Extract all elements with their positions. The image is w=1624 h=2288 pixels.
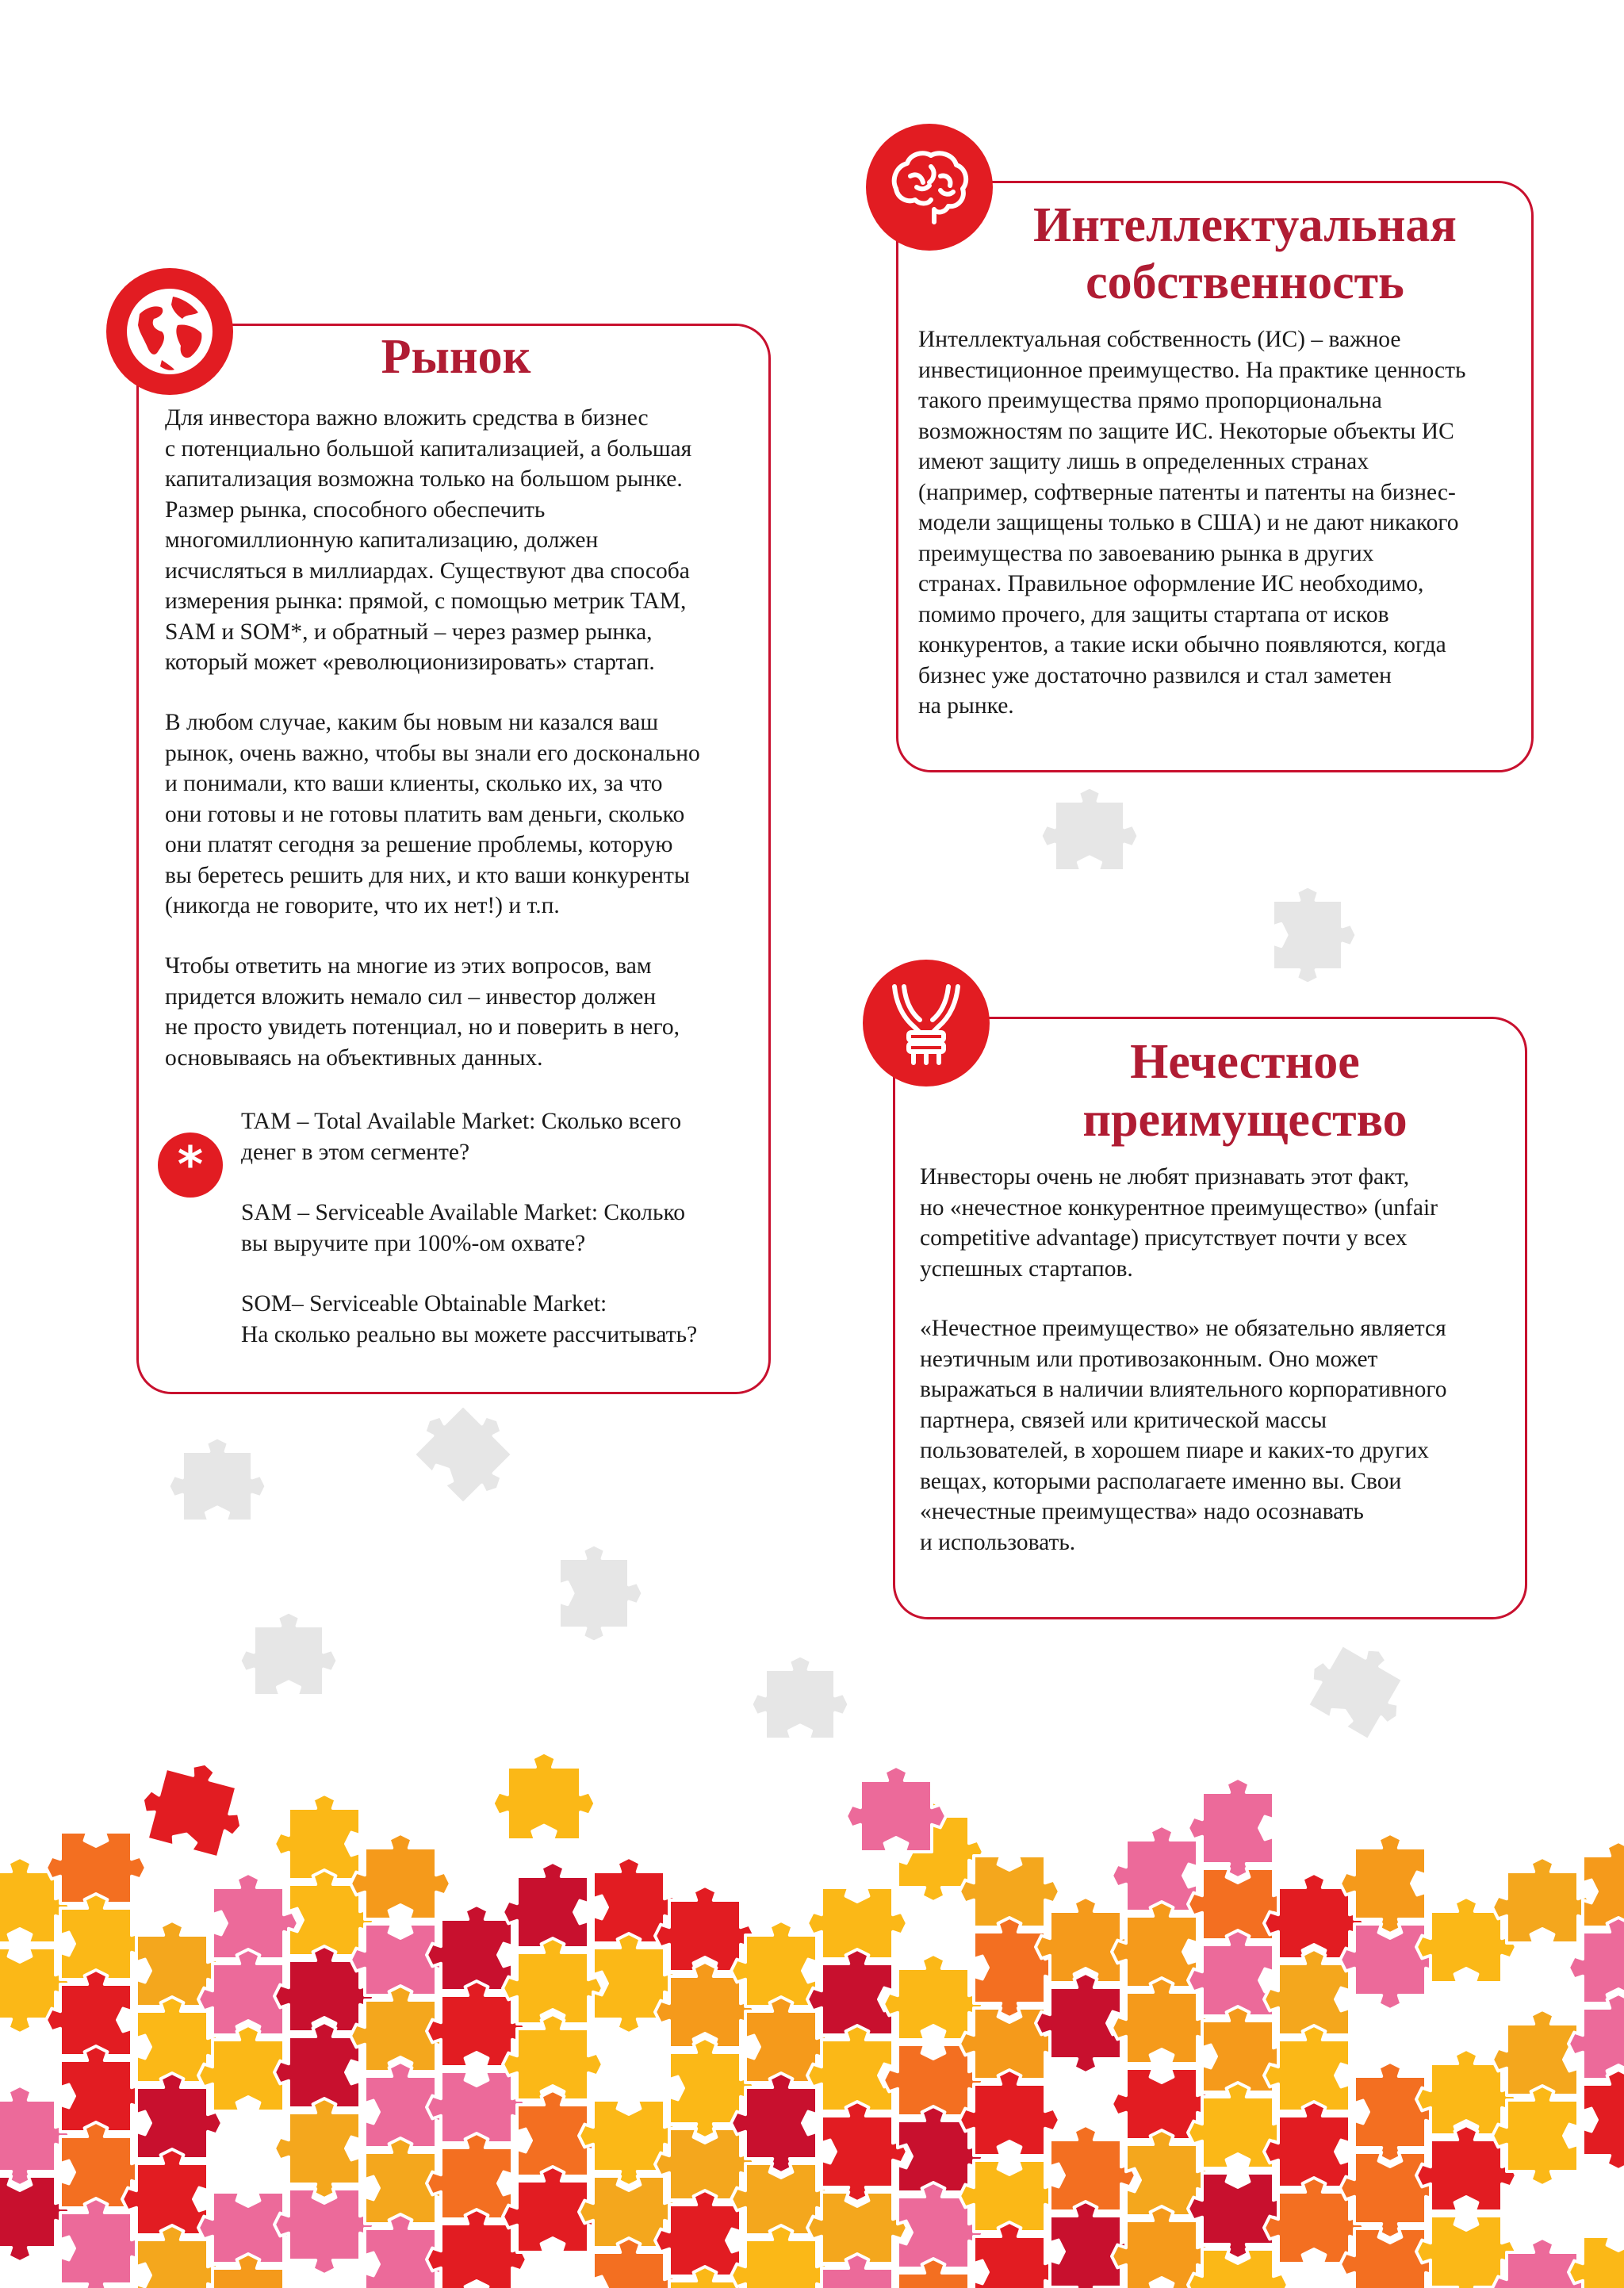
unfair-paragraph-1: Инвесторы очень не любят признавать этот факт, но «нечестное конкурентное преимущество» (unfair competitive advantage) присутствует почти у всех успешных стартапов. <box>920 1164 1438 1282</box>
market-title: Рынок <box>381 330 531 384</box>
ghost-puzzle-piece <box>1296 1626 1422 1747</box>
note-tam: TAM – Total Available Market: Сколько всего денег в этом сегменте? <box>241 1109 682 1165</box>
puzzle-piece <box>1568 2236 1624 2288</box>
ghost-puzzle-piece <box>559 1544 643 1642</box>
ghost-puzzle-piece <box>1273 886 1357 983</box>
ip-title-line-2: собственность <box>1086 255 1404 309</box>
puzzle-piece <box>60 2198 146 2288</box>
note-sam: SAM – Serviceable Available Market: Сколько вы выручите при 100%-ом охвате? <box>241 1200 686 1256</box>
puzzle-piece <box>1568 1994 1624 2079</box>
puzzle-piece <box>822 2102 907 2202</box>
puzzle-piece <box>1188 1778 1274 1878</box>
ghost-puzzle-piece <box>751 1655 848 1739</box>
puzzle-piece <box>274 2189 374 2275</box>
puzzle-piece <box>350 1834 450 1919</box>
unfair-title-line-2: преимущество <box>1082 1093 1408 1147</box>
market-icon-badge <box>106 268 233 395</box>
unfair-title-line-1: Нечестное <box>1130 1035 1360 1089</box>
market-paragraph-3: Чтобы ответить на многие из этих вопросов, вам придется вложить немало сил – инвестор должен не просто увидеть потенциал, но и поверить в него, основываясь на объективных данных. <box>165 953 680 1071</box>
note-som: SOM– Serviceable Obtainable Market: На сколько реально вы можете рассчитывать? <box>241 1291 698 1347</box>
market-paragraph-2: В любом случае, каким бы новым ни казался ваш рынок, очень важно, чтобы вы знали его досконально и понимали, кто ваши клиенты, сколько их, за что они готовы и не готовы платить вам деньги, сколько они платят сегодня за решение проблемы, которую вы беретесь решить для них, и кто ваши конкуренты (никогда не говорите, что их нет!) и т.п. <box>165 710 700 918</box>
puzzle-piece <box>883 1954 983 2040</box>
puzzle-piece <box>959 2070 1059 2156</box>
puzzle-piece <box>1492 2086 1578 2186</box>
puzzle-piece <box>974 1918 1059 2018</box>
unfair-paragraph-2: «Нечестное преимущество» не обязательно является неэтичным или противозаконным. Оно может выражаться в наличии влиятельного корпоративного партнера, связей или критической массы пользователей, в хорошем пиаре и каких-то других вещах, которыми располагаете именно вы. Свои «нечестные преимущества» надо осознавать и использовать. <box>920 1316 1447 1555</box>
puzzle-piece <box>274 2098 360 2198</box>
puzzle-piece <box>1492 1857 1592 1943</box>
puzzle-piece <box>493 1753 596 1840</box>
puzzle-piece <box>133 1750 255 1861</box>
puzzle-piece <box>1036 1973 1121 2073</box>
ip-icon-badge <box>866 124 993 251</box>
puzzle-piece <box>503 2014 603 2100</box>
footnote-asterisk-icon: * <box>158 1133 223 1198</box>
puzzle-piece <box>1354 2062 1440 2162</box>
ghost-puzzle-piece <box>168 1437 266 1521</box>
puzzle-piece <box>731 2073 817 2173</box>
brain-icon <box>882 140 977 235</box>
unfair-icon-badge <box>863 960 990 1087</box>
ghost-puzzle-piece <box>239 1612 337 1696</box>
puzzle-piece <box>503 1938 603 2024</box>
ip-title-line-1: Интеллектуальная <box>1033 198 1457 252</box>
puzzle-piece <box>1583 2070 1624 2170</box>
market-paragraph-1: Для инвестора важно вложить средства в бизнес с потенциально большой капитализацией, а большая капитализация возможна только на большом рынке. Размер рынка, способного обеспечить многомиллионную капитализацию, должен исчисляться в миллиардах. Существуют два способа измерения рынка: прямой, с помощью метрик TAM, SAM и SOM*, и обратный – через размер рынка, который может «революционизировать» стартап. <box>165 405 692 675</box>
tied-hands-icon <box>879 975 974 1071</box>
ghost-puzzle-piece <box>1040 787 1138 871</box>
puzzle-piece <box>846 1766 946 1852</box>
ip-paragraph: Интеллектуальная собственность (ИС) – важное инвестиционное преимущество. На практике ценность такого преимущества прямо пропорциональна возможностям по защите ИС. Некоторые объекты ИС имеют защиту лишь в определенных странах (например, софтверные патенты и патенты на бизнес- модели защищены только в США) и не дают никакого преимущества по завоеванию рынка в других странах. Правильное оформление ИС необходимо, помимо прочего, для защиты стартапа от исков конкурентов, а такие иски обычно появляются, когда бизнес уже достаточно развился и стал заметен на рынке. <box>918 327 1466 719</box>
ghost-puzzle-piece <box>404 1385 532 1514</box>
puzzle-piece <box>1050 2202 1136 2288</box>
globe-icon <box>122 284 217 379</box>
puzzle-piece <box>1340 1834 1426 1933</box>
